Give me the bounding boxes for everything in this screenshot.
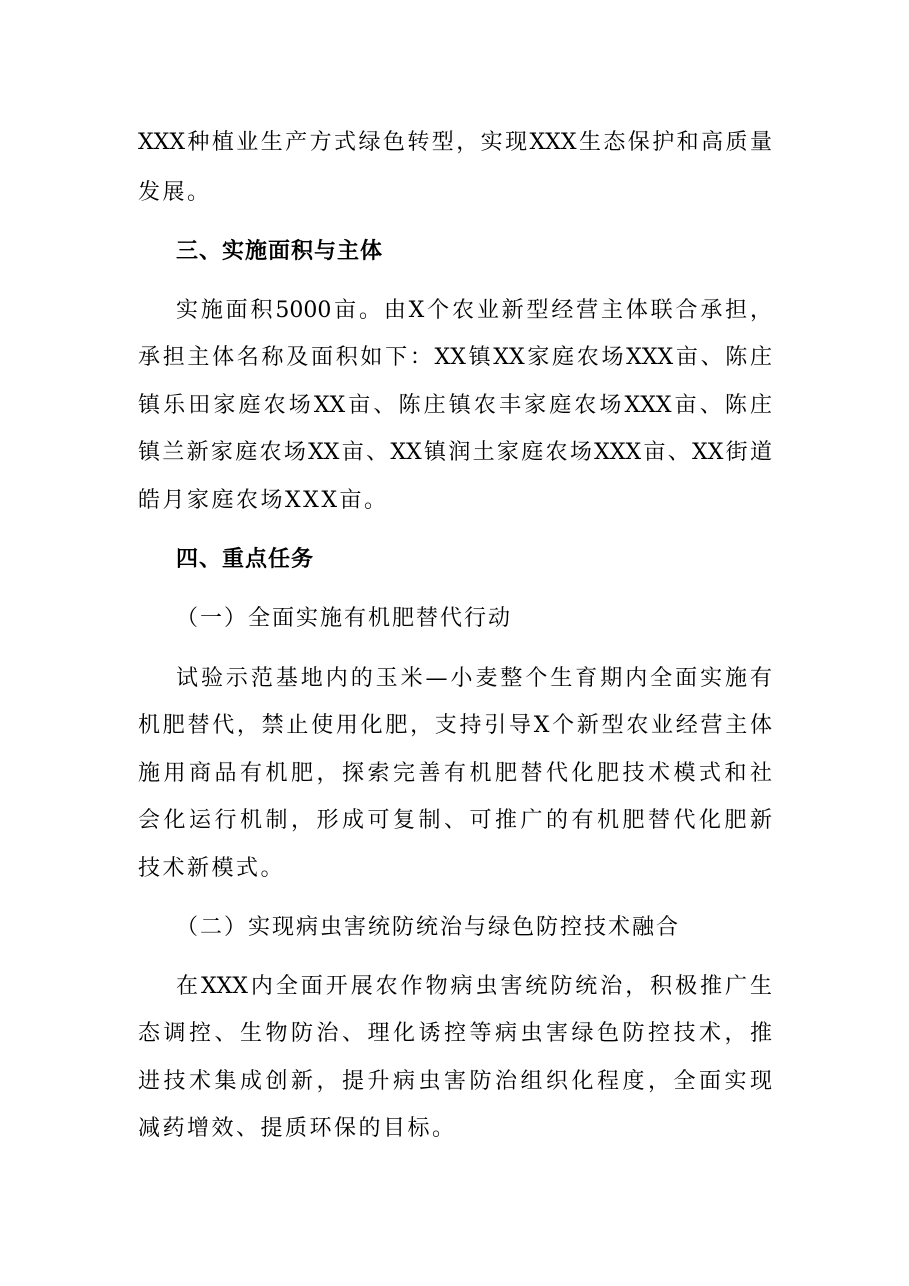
subsection-2-heading: （二）实现病虫害统防统治与绿色防控技术融合 [176,915,681,940]
section-3-line-3: 镇乐田家庭农场XX亩、陈庄镇农丰家庭农场XXX亩、陈庄 [138,393,772,418]
section-3-heading: 三、实施面积与主体 [176,239,384,264]
section-4-heading: 四、重点任务 [176,547,315,572]
subsection-1-line-1: 试验示范基地内的玉米—小麦整个生育期内全面实施有 [176,666,772,691]
subsection-2-line-2: 态调控、生物防治、理化诱控等病虫害绿色防控技术，推 [138,1021,772,1046]
intro-line-2: 发展。 [138,180,212,205]
subsection-1-line-3: 施用商品有机肥，探索完善有机肥替代化肥技术模式和社 [138,761,772,786]
subsection-1-heading: （一）全面实施有机肥替代行动 [176,606,513,631]
section-3-line-1: 实施面积5000亩。由X个农业新型经营主体联合承担， [176,298,772,323]
section-3-line-4: 镇兰新家庭农场XX亩、XX镇润土家庭农场XXX亩、XX街道 [138,440,772,465]
subsection-1-line-4: 会化运行机制，形成可复制、可推广的有机肥替代化肥新 [138,808,772,833]
intro-line-1: XXX种植业生产方式绿色转型，实现XXX生态保护和高质量 [138,130,772,155]
subsection-2-line-1: 在XXX内全面开展农作物病虫害统防统治，积极推广生 [176,974,772,999]
subsection-2-line-4: 减药增效、提质环保的目标。 [138,1116,457,1141]
subsection-1-line-2: 机肥替代，禁止使用化肥，支持引导X个新型农业经营主体 [138,713,772,738]
subsection-1-line-5: 技术新模式。 [138,856,286,881]
section-3-line-5: 皓月家庭农场XXX亩。 [138,488,389,513]
section-3-line-2: 承担主体名称及面积如下：XX镇XX家庭农场XXX亩、陈庄 [138,345,772,370]
subsection-2-line-3: 进技术集成创新，提升病虫害防治组织化程度，全面实现 [138,1069,772,1094]
